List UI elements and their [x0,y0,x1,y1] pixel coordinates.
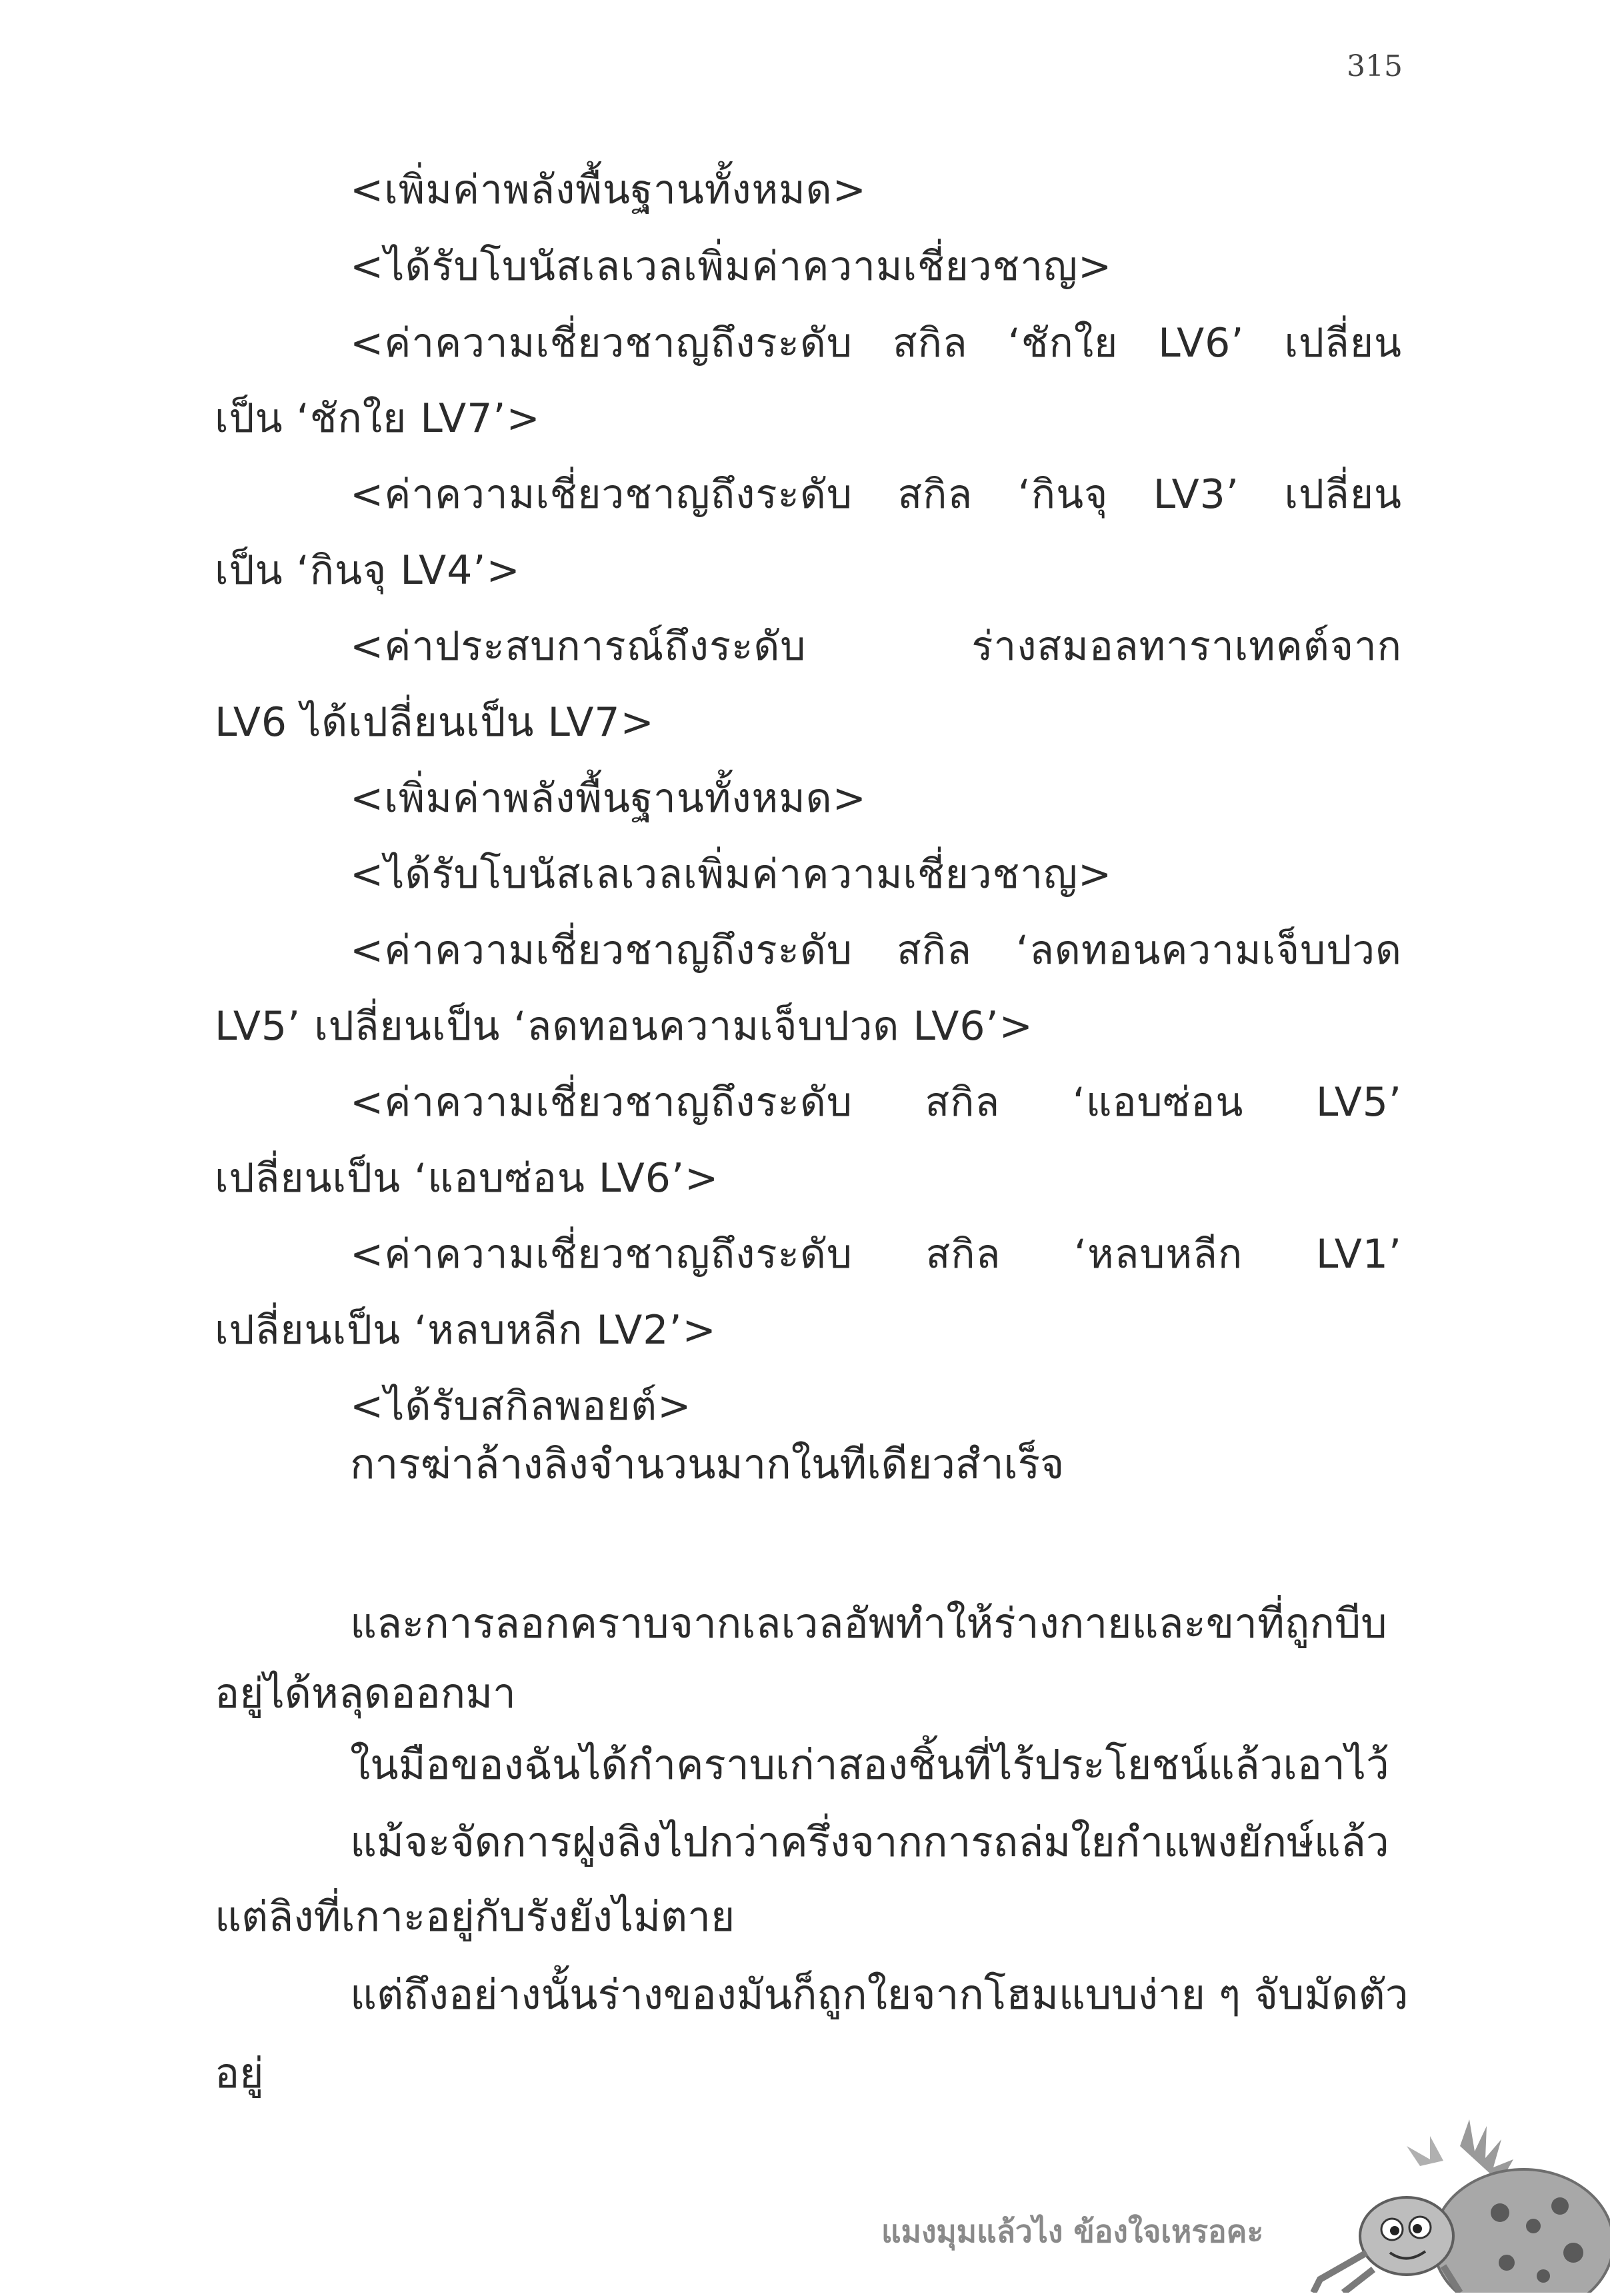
text-line: การฆ่าล้างลิงจำนวนมากในทีเดียวสำเร็จ [350,1440,1065,1488]
footer-book-title: แมงมุมแล้วไง ข้องใจเหรอคะ [881,2213,1264,2249]
text-line: เป็น ‘ชักใย LV7’> [215,395,541,442]
text-line: เปลี่ยนเป็น ‘หลบหลีก LV2’> [215,1307,717,1354]
text-line: <ค่าความเชี่ยวชาญถึงระดับ สกิล ‘แอบซ่อน LV5’ [350,1079,1402,1126]
text-line: เป็น ‘กินจุ LV4’> [215,547,521,594]
text-line: และการลอกคราบจากเลเวลอัพทำให้ร่างกายและขาที่ถูกบีบ [350,1599,1387,1648]
text-line: <ได้รับโบนัสเลเวลเพิ่มค่าความเชี่ยวชาญ> [350,243,1113,290]
text-line: <ค่าประสบการณ์ถึงระดับ ร่างสมอลทาราเทคต์จาก [350,623,1402,670]
text-line: อยู่ได้หลุดออกมา [215,1669,516,1718]
text-line: <ได้รับโบนัสเลเวลเพิ่มค่าความเชี่ยวชาญ> [350,851,1113,898]
page-number: 315 [1347,49,1403,83]
text-line: เปลี่ยนเป็น ‘แอบซ่อน LV6’> [215,1155,719,1202]
text-line: <ค่าความเชี่ยวชาญถึงระดับ สกิล ‘ลดทอนความเจ็บปวด [350,927,1402,974]
text-line: <ได้รับสกิลพอยต์> [350,1383,692,1430]
text-line: <ค่าความเชี่ยวชาญถึงระดับ สกิล ‘ชักใย LV6’ เปลี่ยน [350,320,1402,367]
text-line: ในมือของฉันได้กำคราบเก่าสองชิ้นที่ไร้ประโยชน์แล้วเอาไว้ [350,1740,1389,1789]
text-line: <เพิ่มค่าพลังพื้นฐานทั้งหมด> [350,167,867,213]
text-line: <ค่าความเชี่ยวชาญถึงระดับ สกิล ‘หลบหลีก LV1’ [350,1231,1402,1278]
spider-mascot-icon [1307,2119,1610,2293]
text-line: LV5’ เปลี่ยนเป็น ‘ลดทอนความเจ็บปวด LV6’> [215,1003,1033,1050]
text-line: แต่ถึงอย่างนั้นร่างของมันก็ถูกใยจากโฮมแบบง่าย ๆ จับมัดตัว [350,1970,1409,2019]
text-line: LV6 ได้เปลี่ยนเป็น LV7> [215,699,655,746]
text-line: อยู่ [215,2049,264,2097]
text-line: แต่ลิงที่เกาะอยู่กับรังยังไม่ตาย [215,1892,735,1941]
text-line: แม้จะจัดการฝูงลิงไปกว่าครึ่งจากการถล่มใยกำแพงยักษ์แล้ว [350,1817,1389,1866]
text-line: <เพิ่มค่าพลังพื้นฐานทั้งหมด> [350,775,867,822]
text-line: <ค่าความเชี่ยวชาญถึงระดับ สกิล ‘กินจุ LV3’ เปลี่ยน [350,471,1402,518]
